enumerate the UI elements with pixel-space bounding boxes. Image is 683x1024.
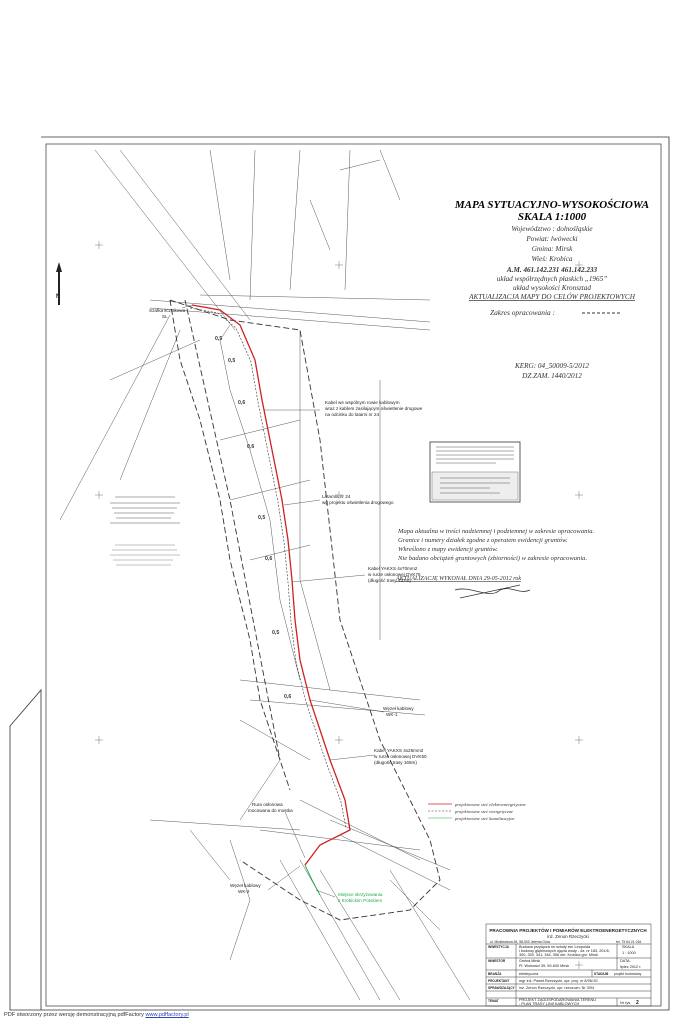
subject-label: TEMAT: [488, 999, 499, 1003]
footer-text: PDF stworzony przez wersję demonstracyjną pdfFactory: [4, 1012, 146, 1018]
village: Wieś: Krobica: [531, 255, 573, 263]
depth-label: 0,6: [247, 444, 255, 450]
investor-line: Pl. Wolności 39, 59-630 Mirsk: [519, 964, 570, 968]
scale-label: SKALA: [622, 945, 635, 949]
callout-line: w rurze osłonowej DVK50: [374, 754, 427, 759]
company-name: PRACOWNIA PROJEKTÓW I POMIARÓW ELEKTROENERGETYCZNYCH: [489, 928, 647, 933]
callout-line: WK-2: [238, 889, 250, 894]
map-title-block: [454, 199, 649, 380]
investor-line: Gmina Mirsk: [519, 959, 541, 963]
investment-line: 300, 339, 341, 344, 356 obr. Krobica gm. Mirsk: [519, 953, 598, 957]
map-notes: [395, 528, 595, 582]
county: Powiat: lwówecki: [526, 235, 578, 243]
checker-value: inż. Zenon Rzeczycki, upr. rzeczozn. Nr 3/94: [519, 986, 595, 990]
callout-line: (długość trasy 168m): [374, 760, 417, 765]
note-line-2: Granice i numery działek zgodne z operatem ewidencji gruntów.: [398, 537, 568, 544]
investment-line: i budowy głębinowych ujęcia wody - dz. nr 183, 201/6,: [519, 949, 610, 953]
legend-item: projektowane sieć kanalizacyjne: [455, 816, 515, 821]
callout-line: wraz z kablem zasilającym oświetlenie drogowe: [325, 406, 423, 411]
investment-label: INWESTYCJA: [488, 945, 509, 949]
title-block-text: [488, 926, 647, 1006]
depth-label: 0,5: [272, 630, 280, 636]
date-value: lipiec 2012 r.: [620, 965, 642, 969]
scale-value: 1 : 1000: [622, 951, 636, 955]
map-title: MAPA SYTUACYJNO-WYSOKOŚCIOWA: [454, 199, 650, 211]
callout-line: Kabel YAKXS 4x25mm2: [374, 748, 424, 753]
callout-line: mocowana do mostka: [248, 808, 293, 813]
company-address: ul. Mickiewicza 26, 58-500 Jelenia Góra: [490, 940, 550, 944]
branch-value: elektryczna: [519, 972, 539, 976]
callout-line: WK-1: [386, 712, 398, 717]
depth-label: 0,6: [265, 556, 273, 562]
callout-line: w rurze osłonowej DVK75: [368, 572, 421, 577]
stage-label: STADIUM: [594, 972, 609, 976]
update-date: AKTUALIZACJĘ WYKONAŁ DNIA 29-05-2012 rok: [396, 576, 522, 582]
depth-label: 0,5: [258, 515, 266, 521]
province: Województwo : dolnośląskie: [511, 225, 593, 233]
investor-label: INWESTOR: [488, 959, 506, 963]
depth-label: 0,5: [215, 336, 223, 342]
cable-labels: [149, 308, 427, 903]
note-line-1: Mapa aktualna w treści nadziemnej i podziemnej w zakresie opracowania.: [398, 528, 595, 535]
range-label: Zakres opracowania :: [490, 308, 556, 317]
callout-line: Węzeł kablowy: [230, 883, 261, 888]
kerg-number: KERG: 04_50009-5/2012: [514, 362, 590, 370]
study-range-boundary: [170, 300, 440, 920]
depth-label: 0,6: [238, 400, 246, 406]
map-scale: SKALA 1:1000: [517, 211, 587, 223]
callout-line: (długość trasy 437m): [368, 578, 411, 583]
checker-label: SPRAWDZAJĄCY: [488, 986, 515, 990]
legend-item: projektowane sieć energetyczne: [455, 809, 514, 814]
depth-label: 0,5: [228, 358, 236, 364]
callout-line: na odcinku do latarni nr 24: [325, 412, 380, 417]
callout-line: Kabel we wspólnym rowie kablowym: [325, 400, 400, 405]
grid-crosses: [95, 241, 583, 969]
callout-line: Rura osłonowa: [252, 802, 283, 807]
height-system: układ wysokości Kronsztad: [513, 284, 591, 292]
order-number: DZ.ZAM. 1440/2012: [522, 372, 582, 380]
designer-label: PROJEKTANT: [488, 979, 510, 983]
commune: Gmina: Mirsk: [531, 245, 573, 253]
legend: [428, 802, 526, 821]
pdf-footer: [4, 1012, 189, 1018]
coordinate-system: układ współrzędnych płaskich „1965”: [496, 275, 608, 283]
callout-line: wg projektu oświetlenia drogowego: [322, 500, 394, 505]
branch-label: BRANŻA: [488, 972, 502, 976]
callout-line: Miejsce skrzyżowania: [338, 892, 383, 897]
drawing-number-label: Nr rys.: [620, 1001, 632, 1005]
callout-line: Kabel YAKXS 4x70mm2: [368, 566, 418, 571]
meter-cabinet-code: SL: [162, 314, 168, 319]
sheet-numbers: A.M. 461.142.231 461.142.233: [506, 266, 598, 274]
meter-cabinet-label: Szafka licznikowa: [149, 308, 186, 313]
depth-label: 0,6: [284, 694, 292, 700]
callout-line: Węzeł kablowy: [383, 706, 414, 711]
subject-line: - PLAN TRASY LINII KABLOWYCH: [519, 1002, 580, 1006]
company-owner: inż. Zenon Rzeczycki: [547, 934, 589, 939]
depth-labels: [215, 336, 291, 700]
date-label: DATA:: [620, 959, 631, 963]
investment-line: Budowa przyłącza nn szkoły ew. Leopolda: [519, 945, 591, 949]
subject-line: PROJEKT ZAGOSPODAROWANIA TERENU: [519, 998, 596, 1002]
surveyor-signature: [455, 585, 530, 598]
north-arrow-icon: [56, 262, 62, 305]
svg-text:N: N: [56, 294, 61, 300]
company-phone: tel. 75 64 21 016: [616, 940, 642, 944]
pdffactory-link[interactable]: www.pdffactory.pl: [145, 1012, 189, 1018]
note-line-4: Nie badano obciążeń gruntowych (zbiorności) w zakresie opracowania.: [398, 555, 588, 562]
update-purpose: AKTUALIZACJA MAPY DO CELÓW PROJEKTOWYCH: [469, 293, 635, 301]
drawing-number: 2: [636, 1000, 639, 1006]
company-stamp: [110, 497, 180, 565]
callout-line: z Krobickim Potokiem: [338, 898, 383, 903]
callout-line: Latarnia nr 24: [322, 494, 351, 499]
geodesy-office-stamp: [430, 442, 520, 502]
designer-value: mgr inż. Paweł Rzeczycki, upr. proj. nr 8/96/JG: [519, 979, 598, 983]
stage-value: projekt budowlany: [614, 972, 642, 976]
note-line-3: Wkreślono z mapy ewidencji gruntów.: [398, 546, 498, 553]
legend-item: projektowane sieć elektroenergetyczne: [455, 802, 526, 807]
